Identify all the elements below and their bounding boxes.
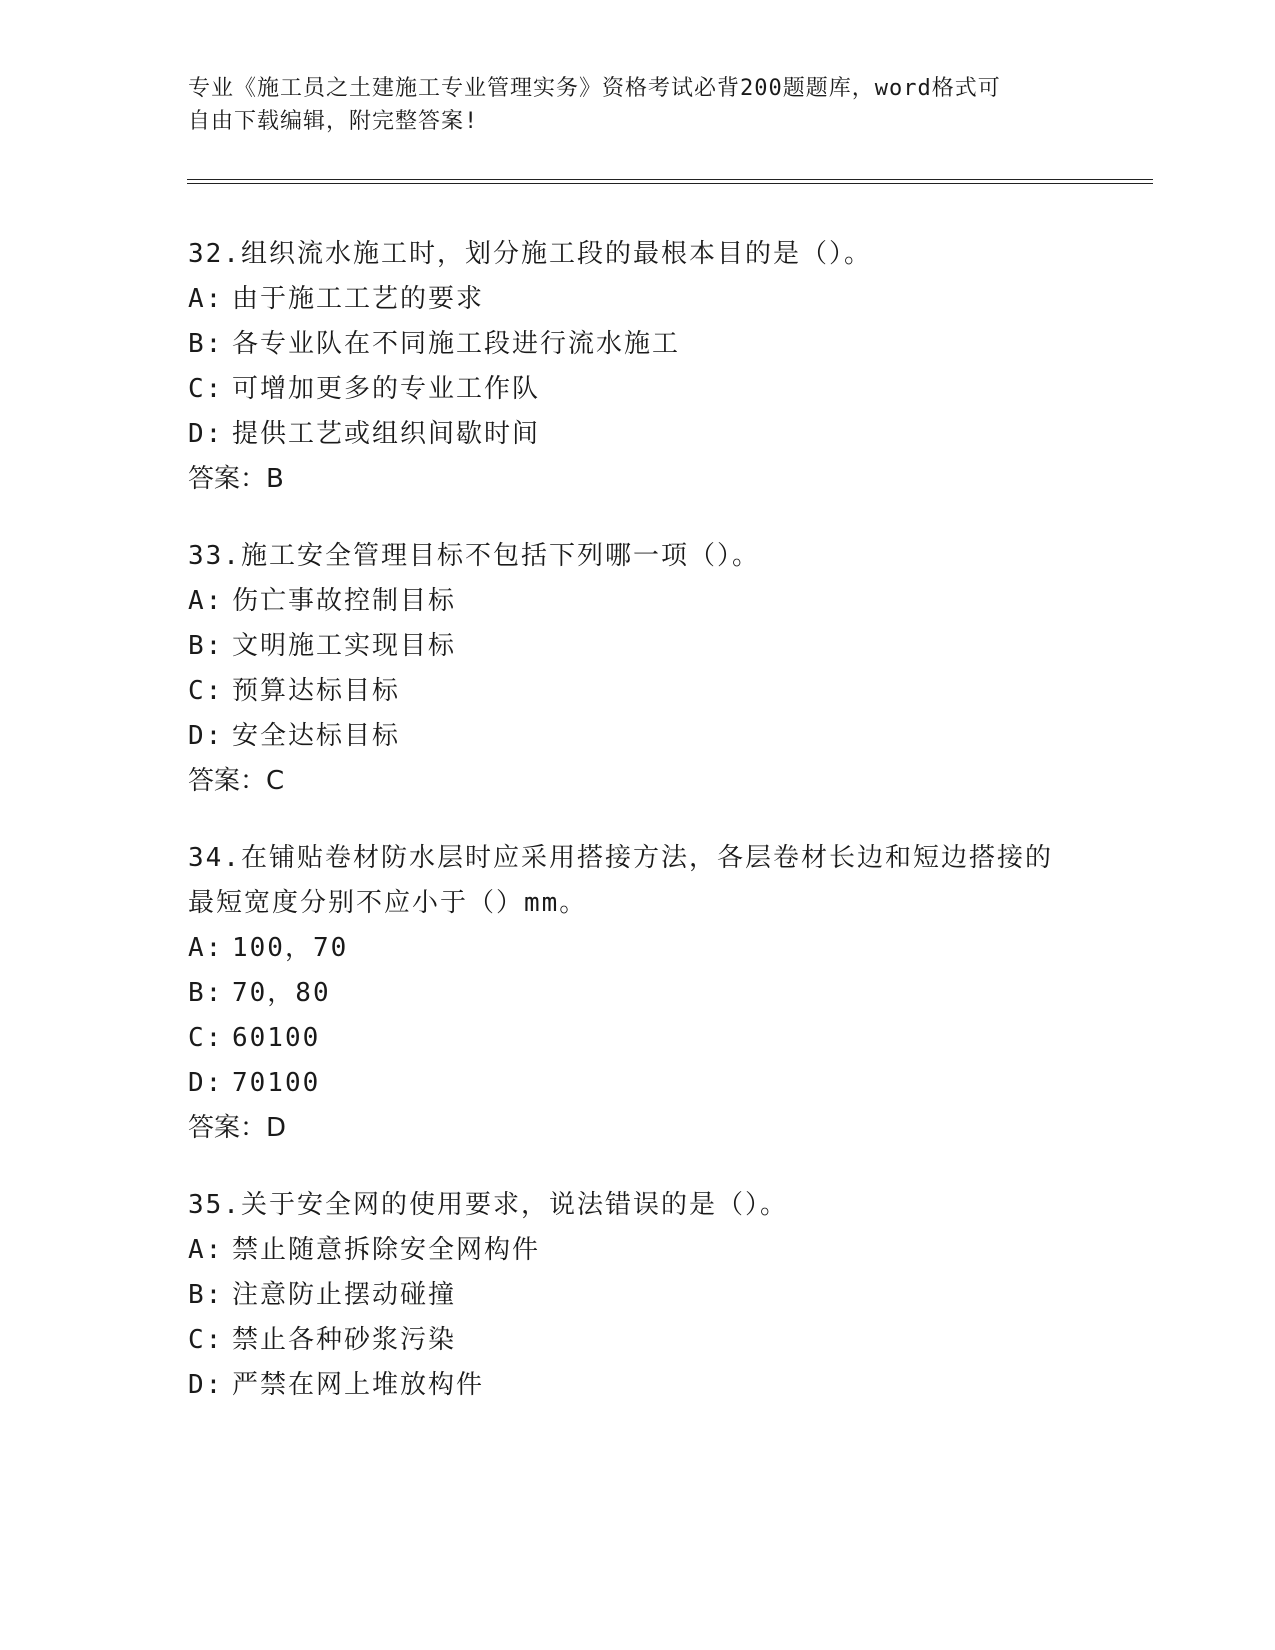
question-stem: 32.组织流水施工时，划分施工段的最根本目的是（）。: [188, 239, 872, 269]
answer-option: [188, 322, 1088, 367]
option-text: 70，80: [232, 978, 331, 1008]
question-block: [188, 534, 1088, 804]
option-letter: B:: [188, 1280, 224, 1310]
answer-option: [188, 669, 1088, 714]
answer-option: [188, 971, 1088, 1016]
option-text: 伤亡事故控制目标: [232, 586, 457, 616]
answer-option: [188, 367, 1088, 412]
question-stem: 最短宽度分别不应小于（）mm。: [188, 888, 588, 918]
option-letter: B:: [188, 978, 224, 1008]
option-text: 60100: [232, 1023, 321, 1053]
option-text: 禁止随意拆除安全网构件: [232, 1235, 541, 1265]
question-stem: 33.施工安全管理目标不包括下列哪一项（）。: [188, 541, 760, 571]
question-block: [188, 232, 1088, 502]
option-letter: D:: [188, 1068, 224, 1098]
option-text: 可增加更多的专业工作队: [232, 374, 541, 404]
option-text: 禁止各种砂浆污染: [232, 1325, 457, 1355]
option-text: 各专业队在不同施工段进行流水施工: [232, 329, 681, 359]
answer-key: 答案：C: [188, 766, 285, 796]
question-block: [188, 1183, 1088, 1408]
answer-key: 答案：B: [188, 464, 284, 494]
option-letter: A:: [188, 1235, 224, 1265]
option-text: 100，70: [232, 933, 349, 963]
option-letter: D:: [188, 721, 224, 751]
option-letter: D:: [188, 1370, 224, 1400]
answer-option: [188, 277, 1088, 322]
option-text: 由于施工工艺的要求: [232, 284, 485, 314]
answer-option: [188, 1061, 1088, 1106]
answer-option: [188, 1016, 1088, 1061]
header-rule-bottom: [187, 183, 1153, 184]
option-letter: C:: [188, 374, 224, 404]
header-rule-top: [187, 179, 1153, 180]
answer-option: [188, 1228, 1088, 1273]
option-text: 提供工艺或组织间歇时间: [232, 419, 541, 449]
answer-key: 答案：D: [188, 1113, 287, 1143]
option-text: 预算达标目标: [232, 676, 401, 706]
answer-option: [188, 714, 1088, 759]
option-letter: B:: [188, 631, 224, 661]
option-text: 注意防止摆动碰撞: [232, 1280, 457, 1310]
answer-option: [188, 1363, 1088, 1408]
answer-option: [188, 926, 1088, 971]
option-text: 70100: [232, 1068, 321, 1098]
option-letter: A:: [188, 933, 224, 963]
document-header: [188, 72, 1068, 138]
question-stem: 34.在铺贴卷材防水层时应采用搭接方法，各层卷材长边和短边搭接的: [188, 843, 1053, 873]
header-line-1: 专业《施工员之土建施工专业管理实务》资格考试必背200题题库，word格式可: [188, 76, 1001, 101]
question-list: [188, 232, 1088, 1440]
option-letter: B:: [188, 329, 224, 359]
option-text: 严禁在网上堆放构件: [232, 1370, 485, 1400]
answer-option: [188, 412, 1088, 457]
question-block: [188, 836, 1088, 1151]
answer-option: [188, 579, 1088, 624]
option-text: 文明施工实现目标: [232, 631, 457, 661]
option-letter: D:: [188, 419, 224, 449]
option-text: 安全达标目标: [232, 721, 401, 751]
answer-option: [188, 1273, 1088, 1318]
question-stem: 35.关于安全网的使用要求，说法错误的是（）。: [188, 1190, 788, 1220]
answer-option: [188, 624, 1088, 669]
option-letter: A:: [188, 284, 224, 314]
answer-option: [188, 1318, 1088, 1363]
header-line-2: 自由下载编辑，附完整答案!: [188, 109, 479, 134]
option-letter: C:: [188, 1023, 224, 1053]
option-letter: C:: [188, 676, 224, 706]
option-letter: A:: [188, 586, 224, 616]
option-letter: C:: [188, 1325, 224, 1355]
